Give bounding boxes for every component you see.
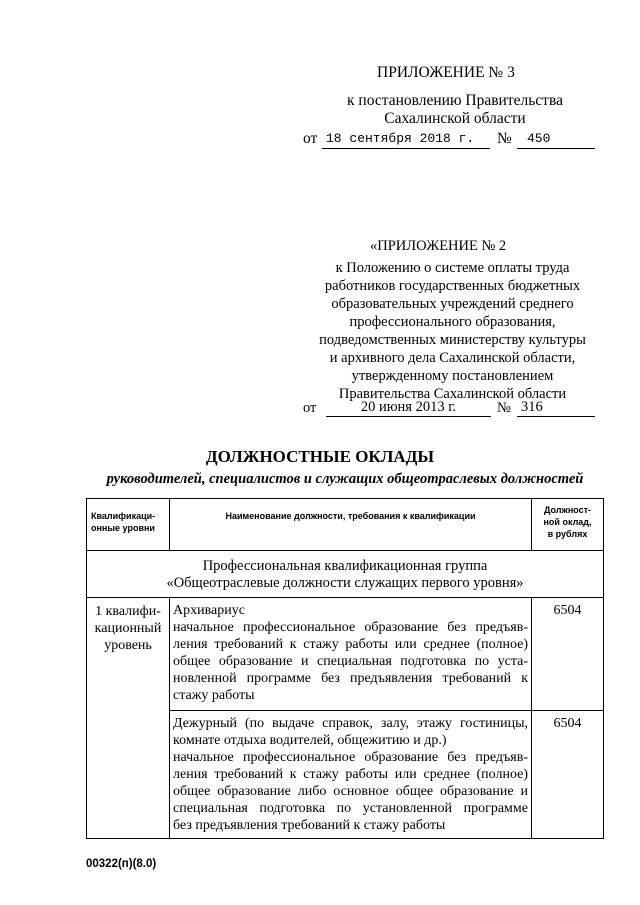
header-salary-line: Должност- [543,505,592,515]
requirement-line: ления требований к стажу работы или среднее (полное) [173,637,528,652]
group-row [87,551,604,598]
requirement-line: стажу работы [173,688,255,703]
appendix2-line: Правительства Сахалинской области [338,386,567,402]
appendix2-number-value: 316 [521,399,543,415]
appendix2-number-prefix: № [497,400,511,416]
group-title-line: Профессиональная квалификационная группа [202,558,488,574]
group-title-line: «Общеотраслевые должности служащих первого уровня» [166,575,524,591]
appendix2-lines [305,259,600,403]
level-cell [87,598,170,839]
salary-cell: 6504 [532,598,604,711]
appendix2-line: профессионального образования, [349,314,556,330]
appendix2-title: «ПРИЛОЖЕНИЕ № 2 [370,238,507,254]
document-subtitle: руководителей, специалистов и служащих общеотраслевых должностей [106,471,584,487]
position-name: Дежурный (по выдаче справок, залу, этажу гостиницы, [173,716,528,731]
document-title: ДОЛЖНОСТНЫЕ ОКЛАДЫ [205,447,435,466]
header-salary-line: в рублях [547,529,588,539]
appendix3-title: ПРИЛОЖЕНИЕ № 3 [377,64,515,81]
level-line: уровень [104,638,152,653]
header-level-line: Квалификаци- [91,511,156,521]
appendix2-date-value: 20 июня 2013 г. [360,399,457,415]
requirement-line: новленной программе без предъявления требований к [173,671,528,686]
position-name: Архивариус [173,603,245,618]
appendix2-line: работников государственных бюджетных [324,278,581,294]
header-level [87,499,170,551]
requirement-line: ления требований к стажу работы или среднее (полное) [173,767,528,782]
appendix3-date-value: 18 сентября 2018 г. [326,131,475,146]
footer-code: 00322(п)(8.0) [86,858,157,870]
table-row [87,598,604,711]
appendix3-line2: Сахалинской области [384,110,526,127]
appendix2-line: подведомственных министерству культуры [319,332,586,348]
salary-table [86,498,604,839]
salary-cell: 6504 [532,711,604,839]
level-line: кационный [94,621,162,636]
appendix3-line1: к постановлению Правительства [347,92,563,109]
requirement-line: начальное профессиональное образование без предъяв- [173,750,528,765]
appendix3-number-value: 450 [527,131,551,146]
position-cell [170,598,532,711]
appendix3-number-prefix: № [497,130,512,147]
appendix2-line: к Положению о системе оплаты труда [335,260,570,276]
requirement-line: без предъявления требований к стажу работы [173,818,446,833]
requirement-line: общее образование и специальная подготовка по уста- [173,654,528,669]
header-name: Наименование должности, требования к квалификации [170,499,532,551]
level-line: 1 квалифи- [95,604,161,619]
position-name: комнате отдыха водителей, общежитию и др.) [173,733,447,748]
appendix2-line: и архивного дела Сахалинской области, [329,350,576,366]
requirement-line: общее образование либо основное общее образование и [173,784,528,799]
requirement-line: специальная подготовка по установленной программе [173,801,528,816]
table-header-row [87,499,604,551]
requirement-line: начальное профессиональное образование без предъяв- [173,620,528,635]
header-level-line: онные уровни [91,523,155,533]
appendix2-line: утвержденному постановлением [351,368,554,384]
group-title [87,551,604,598]
appendix2-line: образовательных учреждений среднего [331,296,574,312]
appendix2-date-prefix: от [303,400,317,416]
header-salary [532,499,604,551]
header-salary-line: ной оклад, [543,517,592,527]
appendix3-date-prefix: от [303,130,318,147]
position-cell [170,711,532,839]
